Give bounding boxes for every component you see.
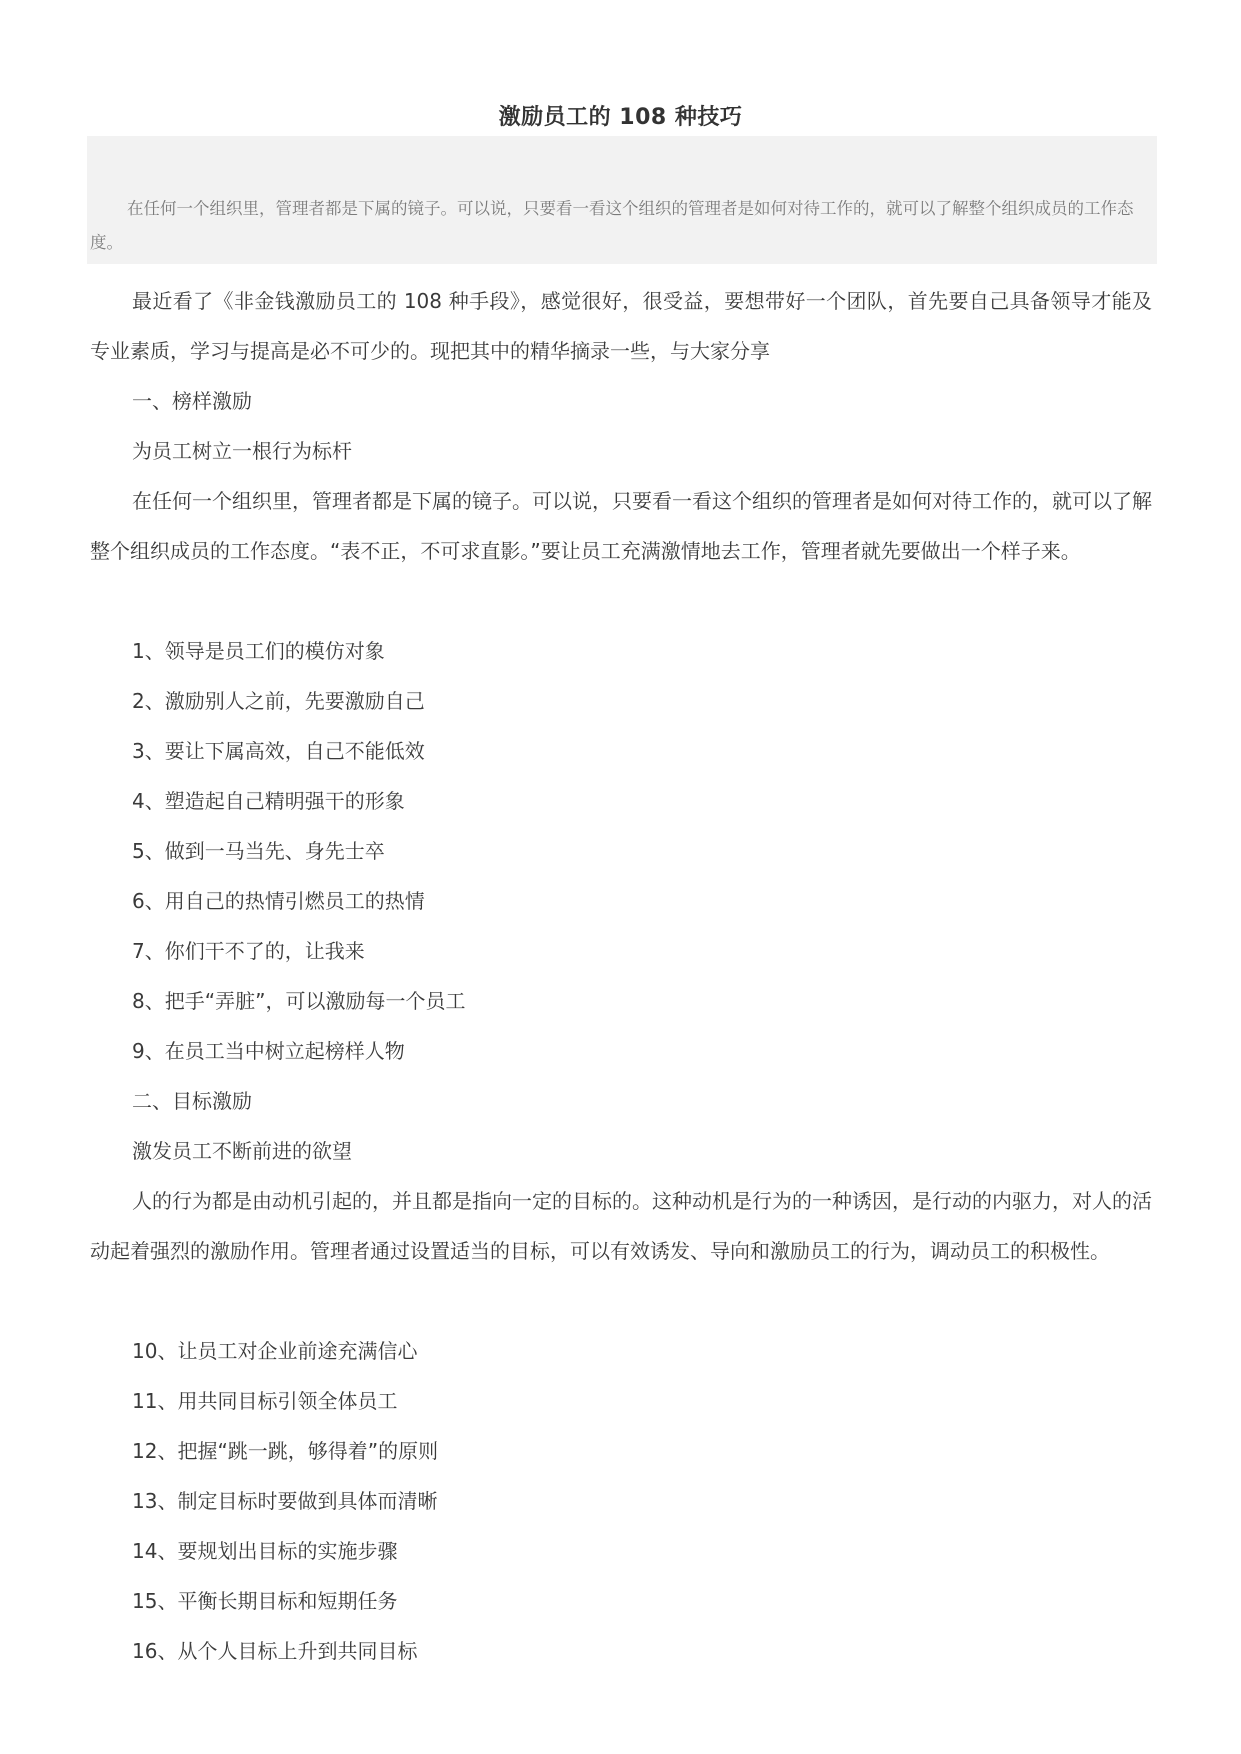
list-item: 15、平衡长期目标和短期任务 bbox=[132, 1589, 398, 1613]
section-heading: 二、目标激励 bbox=[132, 1089, 252, 1113]
list-item: 13、制定目标时要做到具体而清晰 bbox=[132, 1489, 438, 1513]
section-paragraph: 人的行为都是由动机引起的，并且都是指向一定的目标的。这种动机是行为的一种诱因，是行动的内驱力，对人的活动起着强烈的激励作用。管理者通过设置适当的目标，可以有效诱发、导向和激励员工的行为，调动员工的积极性。 bbox=[90, 1189, 1152, 1263]
section-subheading: 激发员工不断前进的欲望 bbox=[132, 1139, 352, 1163]
list-item: 3、要让下属高效，自己不能低效 bbox=[132, 739, 425, 763]
section-paragraph: 在任何一个组织里，管理者都是下属的镜子。可以说，只要看一看这个组织的管理者是如何对待工作的，就可以了解整个组织成员的工作态度。“表不正，不可求直影。”要让员工充满激情地去工作，管理者就先要做出一个样子来。 bbox=[90, 489, 1152, 563]
list-item: 9、在员工当中树立起榜样人物 bbox=[132, 1039, 405, 1063]
list-item: 5、做到一马当先、身先士卒 bbox=[132, 839, 385, 863]
summary-text: 在任何一个组织里，管理者都是下属的镜子。可以说，只要看一看这个组织的管理者是如何对待工作的，就可以了解整个组织成员的工作态度。 bbox=[90, 199, 1134, 252]
list-item: 7、你们干不了的，让我来 bbox=[132, 939, 365, 963]
intro-paragraph: 最近看了《非金钱激励员工的 108 种手段》，感觉很好，很受益，要想带好一个团队，首先要自己具备领导才能及专业素质，学习与提高是必不可少的。现把其中的精华摘录一些，与大家分享 bbox=[90, 289, 1152, 363]
list-item: 1、领导是员工们的模仿对象 bbox=[132, 639, 385, 663]
section-subheading: 为员工树立一根行为标杆 bbox=[132, 439, 352, 463]
section-heading: 一、榜样激励 bbox=[132, 389, 252, 413]
list-item: 2、激励别人之前，先要激励自己 bbox=[132, 689, 425, 713]
list-item: 8、把手“弄脏”，可以激励每一个员工 bbox=[132, 989, 466, 1013]
list-item: 4、塑造起自己精明强干的形象 bbox=[132, 789, 405, 813]
list-item: 12、把握“跳一跳，够得着”的原则 bbox=[132, 1439, 439, 1463]
list-item: 10、让员工对企业前途充满信心 bbox=[132, 1339, 418, 1363]
list-item: 16、从个人目标上升到共同目标 bbox=[132, 1639, 418, 1663]
list-item: 14、要规划出目标的实施步骤 bbox=[132, 1539, 398, 1563]
list-item: 11、用共同目标引领全体员工 bbox=[132, 1389, 398, 1413]
list-item: 6、用自己的热情引燃员工的热情 bbox=[132, 889, 425, 913]
document-title: 激励员工的 108 种技巧 bbox=[498, 105, 743, 130]
